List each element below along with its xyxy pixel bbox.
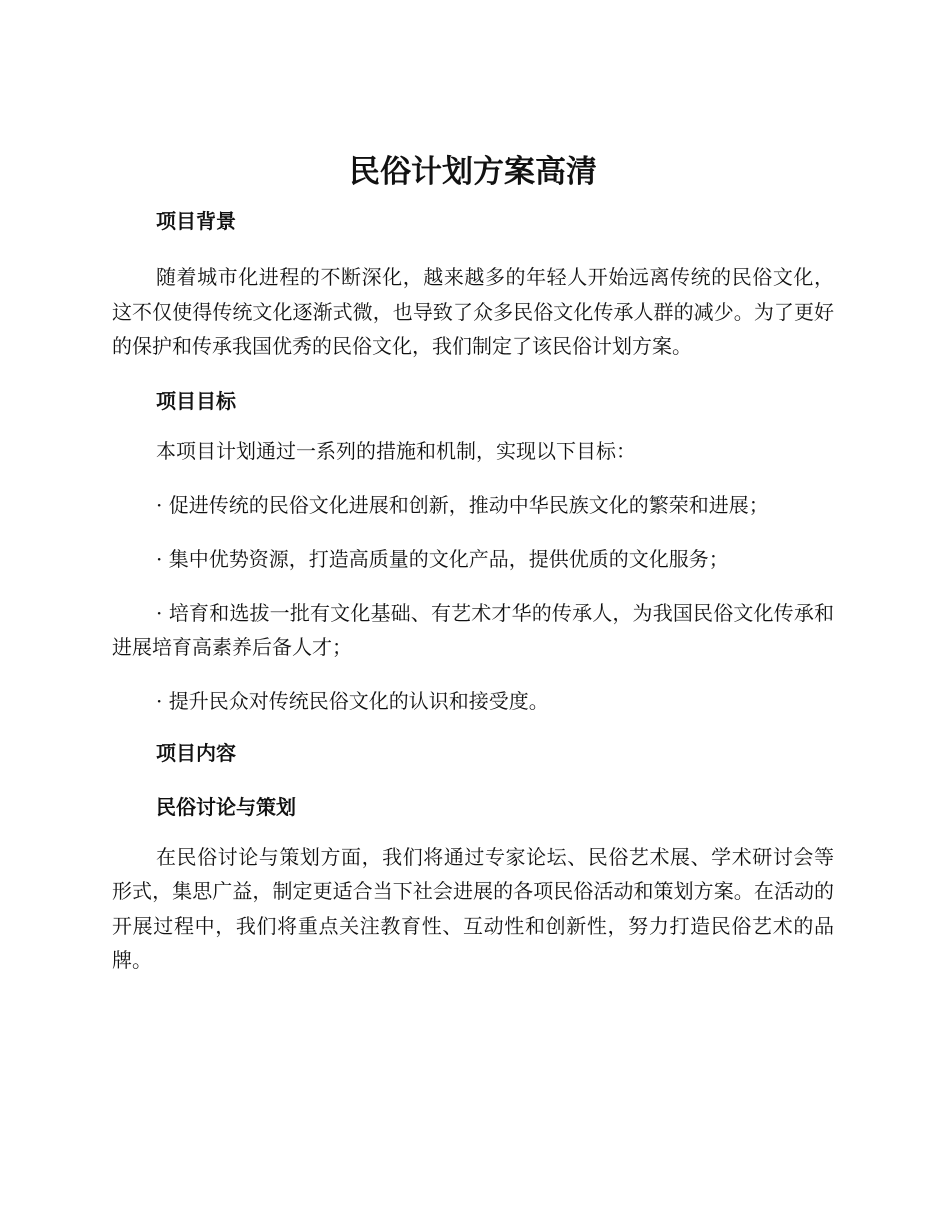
goal-item-3: · 培育和选拔一批有文化基础、有艺术才华的传承人，为我国民俗文化传承和进展培育高素养后备人才； xyxy=(112,600,834,659)
heading-discussion: 民俗讨论与策划 xyxy=(156,794,296,819)
heading-background: 项目背景 xyxy=(156,209,236,233)
goal-item-2: · 集中优势资源，打造高质量的文化产品，提供优质的文化服务； xyxy=(156,546,729,571)
heading-goal: 项目目标 xyxy=(156,388,236,413)
paragraph-background: 随着城市化进程的不断深化，越来越多的年轻人开始远离传统的民俗文化，这不仅使得传统文化逐渐式微，也导致了众多民俗文化传承人群的减少。为了更好的保护和传承我国优秀的民俗文化，我们制定了该民俗计划方案。 xyxy=(112,265,834,358)
goal-item-1: · 促进传统的民俗文化进展和创新，推动中华民族文化的繁荣和进展； xyxy=(156,492,769,517)
document-title: 民俗计划方案高清 xyxy=(349,154,597,190)
document-body xyxy=(112,150,834,978)
paragraph-discussion: 在民俗讨论与策划方面，我们将通过专家论坛、民俗艺术展、学术研讨会等形式，集思广益，制定更适合当下社会进展的各项民俗活动和策划方案。在活动的开展过程中，我们将重点关注教育性、互动性和创新性，努力打造民俗艺术的品牌。 xyxy=(112,844,834,972)
paragraph-goal-intro: 本项目计划通过一系列的措施和机制，实现以下目标： xyxy=(156,438,636,463)
goal-item-4: · 提升民众对传统民俗文化的认识和接受度。 xyxy=(156,688,549,713)
heading-content: 项目内容 xyxy=(156,740,236,765)
